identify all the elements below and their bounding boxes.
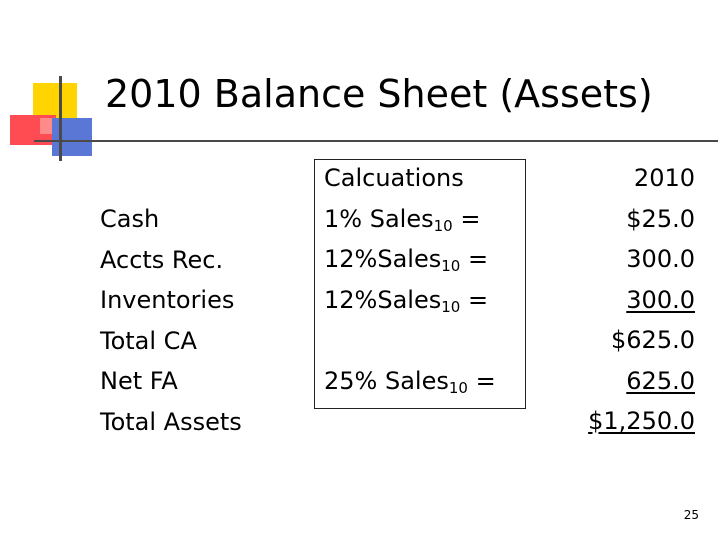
calc-row-blank bbox=[324, 320, 496, 361]
value-cash: $25.0 bbox=[626, 204, 695, 233]
account-labels-column bbox=[100, 199, 242, 442]
title-underline-rule bbox=[34, 140, 718, 142]
page-number: 25 bbox=[683, 508, 699, 522]
calculations-header: Calcuations bbox=[324, 164, 464, 192]
slide-title: 2010 Balance Sheet (Assets) bbox=[105, 72, 653, 116]
calc-row-net-fixed-assets: 25% Sales$_{10}$ = bbox=[324, 366, 496, 397]
decorative-vertical-line bbox=[59, 76, 62, 161]
value-total-assets: $1,250.0 bbox=[588, 407, 695, 435]
values-column bbox=[588, 158, 695, 442]
value-total-current-assets: $625.0 bbox=[611, 326, 695, 354]
label-cash: Cash bbox=[100, 205, 160, 233]
label-net-fixed-assets: Net FA bbox=[100, 367, 178, 395]
label-inventories: Inventories bbox=[100, 286, 235, 314]
decorative-blue-square bbox=[52, 118, 92, 156]
calculations-column bbox=[324, 158, 496, 401]
label-total-assets: Total Assets bbox=[100, 407, 242, 436]
value-accounts-receivable: 300.0 bbox=[626, 245, 695, 273]
calc-row-accounts-receivable: 12%Sales$_{10}$ = bbox=[324, 245, 489, 275]
label-accounts-receivable: Accts Rec. bbox=[100, 245, 224, 274]
value-net-fixed-assets: 625.0 bbox=[626, 366, 695, 395]
calc-row-cash: 1% Sales$_{10}$ = bbox=[324, 204, 481, 235]
calc-row-inventories: 12%Sales$_{10}$ = bbox=[324, 285, 489, 316]
values-header: 2010 bbox=[633, 164, 695, 192]
value-inventories: 300.0 bbox=[626, 285, 695, 314]
label-total-current-assets: Total CA bbox=[100, 326, 197, 355]
